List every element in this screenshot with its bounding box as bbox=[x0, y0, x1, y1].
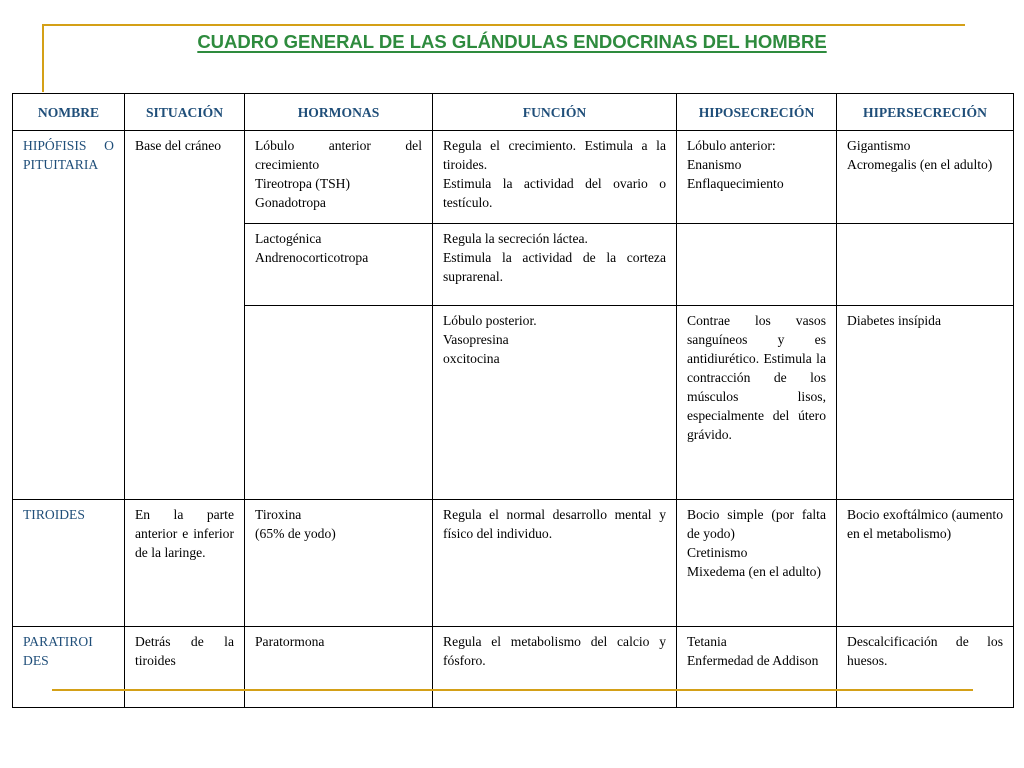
gland-name-tiroides: TIROIDES bbox=[13, 500, 125, 627]
hiper-cell-empty bbox=[837, 224, 1014, 306]
situacion-paratiroides: Detrás de la tiroides bbox=[125, 627, 245, 708]
hipo-text: Enfermedad de Addison bbox=[687, 653, 819, 668]
situacion-hipofisis: Base del cráneo bbox=[125, 131, 245, 500]
gland-name-hipofisis bbox=[13, 131, 125, 500]
hormona-text: (65% de yodo) bbox=[255, 526, 336, 541]
funcion-cell bbox=[433, 306, 677, 500]
funcion-text: Lóbulo posterior. bbox=[443, 313, 537, 328]
hipo-text: Enanismo bbox=[687, 157, 742, 172]
hormonas-cell bbox=[245, 131, 433, 224]
funcion-cell: Regula el normal desarrollo mental y físico del individuo. bbox=[433, 500, 677, 627]
table-row bbox=[13, 131, 1014, 224]
hiper-cell: Bocio exoftálmico (aumento en el metabolismo) bbox=[837, 500, 1014, 627]
funcion-cell: Regula el metabolismo del calcio y fósforo. bbox=[433, 627, 677, 708]
page-title: CUADRO GENERAL DE LAS GLÁNDULAS ENDOCRINAS DEL HOMBRE bbox=[197, 31, 827, 52]
funcion-text: Vasopresina bbox=[443, 332, 509, 347]
hormonas-cell bbox=[245, 224, 433, 306]
decorative-top-line bbox=[42, 24, 965, 26]
funcion-text: Regula la secreción láctea. bbox=[443, 231, 588, 246]
hiper-cell: Diabetes insípida bbox=[837, 306, 1014, 500]
hipo-cell bbox=[677, 500, 837, 627]
header-situacion: SITUACIÓN bbox=[125, 94, 245, 131]
hipo-text: Bocio simple (por falta de yodo) bbox=[687, 507, 826, 541]
funcion-text: Regula el crecimiento. Estimula a la tiroides. bbox=[443, 138, 666, 172]
hipo-cell bbox=[677, 627, 837, 708]
header-nombre: NOMBRE bbox=[13, 94, 125, 131]
hiper-cell: Descalcificación de los huesos. bbox=[837, 627, 1014, 708]
hiper-text: Gigantismo bbox=[847, 138, 911, 153]
funcion-cell bbox=[433, 224, 677, 306]
gland-name-paratiroides bbox=[13, 627, 125, 708]
hormona-text: Tiroxina bbox=[255, 507, 302, 522]
decorative-bottom-line bbox=[52, 689, 973, 691]
gland-name-line: PITUITARIA bbox=[23, 157, 99, 172]
funcion-text: oxcitocina bbox=[443, 351, 500, 366]
hipo-cell-empty bbox=[677, 224, 837, 306]
table-header-row bbox=[13, 94, 1014, 131]
hiper-cell bbox=[837, 131, 1014, 224]
hiper-text: Acromegalis (en el adulto) bbox=[847, 157, 993, 172]
glands-table bbox=[12, 93, 1014, 708]
hipo-text: Mixedema (en el adulto) bbox=[687, 564, 821, 579]
gland-name-line: DES bbox=[23, 653, 49, 668]
hipo-text: Cretinismo bbox=[687, 545, 748, 560]
situacion-tiroides: En la parte anterior e inferior de la laringe. bbox=[125, 500, 245, 627]
hormona-text: Gonadotropa bbox=[255, 195, 326, 210]
table-row bbox=[13, 500, 1014, 627]
hormonas-cell: Paratormona bbox=[245, 627, 433, 708]
hormona-text: Lactogénica bbox=[255, 231, 322, 246]
gland-name-line: PARATIROI bbox=[23, 634, 93, 649]
hormonas-cell-empty bbox=[245, 306, 433, 500]
hipo-text: Lóbulo anterior: bbox=[687, 138, 776, 153]
gland-name-line: HIPÓFISIS O bbox=[23, 138, 114, 153]
header-funcion: FUNCIÓN bbox=[433, 94, 677, 131]
hipo-text: Enflaquecimiento bbox=[687, 176, 784, 191]
table-row bbox=[13, 627, 1014, 708]
hormona-text: Lóbulo anterior del crecimiento bbox=[255, 138, 422, 172]
hipo-cell: Contrae los vasos sanguíneos y es antidiurético. Estimula la contracción de los músculos lisos, especialmente del útero grávido. bbox=[677, 306, 837, 500]
hipo-text: Tetania bbox=[687, 634, 727, 649]
header-hiposecrecion: HIPOSECRECIÓN bbox=[677, 94, 837, 131]
funcion-text: Estimula la actividad del ovario o testículo. bbox=[443, 176, 666, 210]
header-hipersecrecion: HIPERSECRECIÓN bbox=[837, 94, 1014, 131]
header-hormonas: HORMONAS bbox=[245, 94, 433, 131]
funcion-text: Estimula la actividad de la corteza suprarenal. bbox=[443, 250, 666, 284]
funcion-cell bbox=[433, 131, 677, 224]
hipo-cell bbox=[677, 131, 837, 224]
hormona-text: Tireotropa (TSH) bbox=[255, 176, 351, 191]
hormonas-cell bbox=[245, 500, 433, 627]
hormona-text: Andrenocorticotropa bbox=[255, 250, 369, 265]
